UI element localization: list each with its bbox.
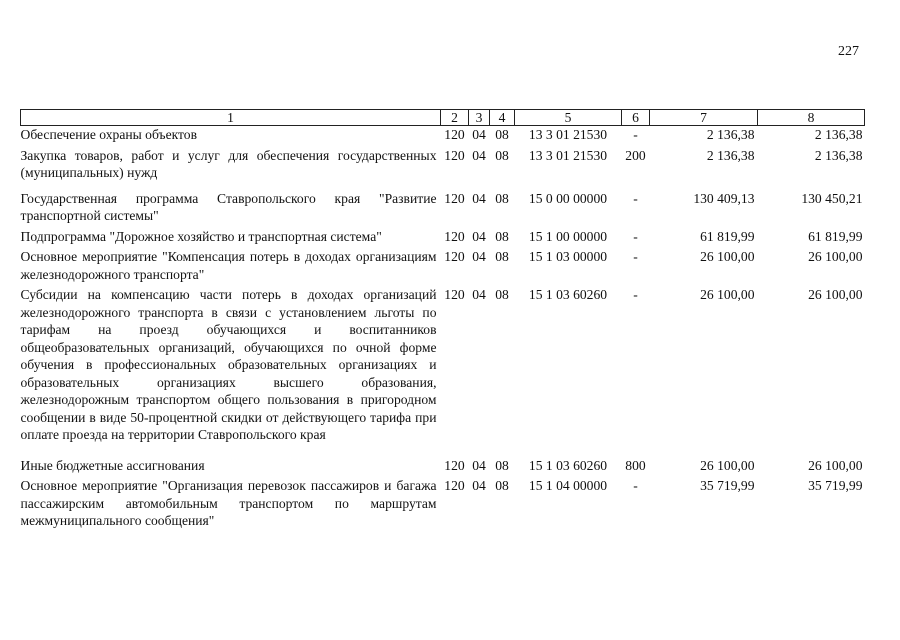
cell-col4: 08 bbox=[495, 127, 509, 142]
cell-col2: 120 bbox=[444, 190, 465, 206]
cell-col2: 120 bbox=[444, 127, 465, 142]
cell-col3: 04 bbox=[472, 190, 486, 206]
cell-col5: 15 1 03 00000 bbox=[528, 249, 608, 264]
cell-col8: 2 136,38 bbox=[814, 127, 863, 142]
column-header: 5 bbox=[515, 110, 622, 126]
cell-col2: 120 bbox=[444, 478, 465, 493]
row-name: Субсидии на компенсацию части потерь в доходах организаций железнодорожного транспорта в связи с установлением льготы по тарифам на проезд обучающихся и воспитанников общеобразовательных организаций, обучающихся по очной форме обучения в профессиональных образовательных организациях и образовательных организациях высшего образования, железнодорожным транспортом общего пользования в пригородном сообщении в виде 50-процентной скидки от действующего тарифа при оплате проезда на территории Ставропольского края bbox=[20, 287, 437, 442]
cell-col6: 200 bbox=[625, 147, 646, 163]
column-header: 7 bbox=[650, 110, 758, 126]
cell-col3: 04 bbox=[472, 478, 486, 493]
cell-col8: 26 100,00 bbox=[808, 287, 863, 302]
table-row bbox=[21, 286, 865, 457]
cell-col6: - bbox=[633, 249, 638, 264]
cell-col4: 08 bbox=[495, 249, 509, 264]
cell-col8: 26 100,00 bbox=[808, 457, 863, 473]
cell-col8: 26 100,00 bbox=[808, 249, 863, 264]
cell-col5: 13 3 01 21530 bbox=[528, 147, 608, 163]
table-row bbox=[21, 147, 865, 190]
cell-col7: 26 100,00 bbox=[700, 249, 755, 264]
cell-col4: 08 bbox=[495, 147, 509, 163]
cell-col3: 04 bbox=[472, 287, 486, 302]
cell-col4: 08 bbox=[495, 228, 509, 244]
table-row bbox=[21, 477, 865, 530]
cell-col3: 04 bbox=[472, 147, 486, 163]
page-number: 227 bbox=[838, 44, 859, 59]
cell-col8: 2 136,38 bbox=[814, 147, 863, 163]
cell-col7: 2 136,38 bbox=[706, 127, 755, 142]
cell-col5: 13 3 01 21530 bbox=[528, 127, 608, 142]
row-name: Иные бюджетные ассигнования bbox=[20, 457, 205, 473]
cell-col4: 08 bbox=[495, 478, 509, 493]
row-name: Обеспечение охраны объектов bbox=[20, 127, 198, 142]
cell-col6: 800 bbox=[625, 457, 646, 473]
cell-col6: - bbox=[633, 287, 638, 302]
cell-col3: 04 bbox=[472, 228, 486, 244]
column-header: 2 bbox=[441, 110, 469, 126]
cell-col2: 120 bbox=[444, 228, 465, 244]
column-header: 1 bbox=[21, 110, 441, 126]
table-row bbox=[21, 126, 865, 147]
cell-col5: 15 0 00 00000 bbox=[528, 190, 608, 206]
cell-col2: 120 bbox=[444, 287, 465, 302]
cell-col8: 130 450,21 bbox=[801, 190, 863, 206]
cell-col8: 35 719,99 bbox=[808, 478, 863, 493]
cell-col8: 61 819,99 bbox=[808, 228, 863, 244]
cell-col5: 15 1 03 60260 bbox=[528, 457, 608, 473]
column-header: 6 bbox=[622, 110, 650, 126]
cell-col7: 130 409,13 bbox=[693, 190, 755, 206]
cell-col7: 26 100,00 bbox=[700, 457, 755, 473]
cell-col3: 04 bbox=[472, 127, 486, 142]
budget-table bbox=[20, 109, 865, 530]
column-header: 8 bbox=[758, 110, 865, 126]
cell-col3: 04 bbox=[472, 249, 486, 264]
cell-col7: 61 819,99 bbox=[700, 228, 755, 244]
column-header: 3 bbox=[469, 110, 490, 126]
cell-col7: 35 719,99 bbox=[700, 478, 755, 493]
cell-col5: 15 1 03 60260 bbox=[528, 287, 608, 302]
table-row bbox=[21, 248, 865, 286]
table-row bbox=[21, 228, 865, 249]
cell-col6: - bbox=[633, 190, 638, 206]
cell-col6: - bbox=[633, 228, 638, 244]
cell-col6: - bbox=[633, 127, 638, 142]
table-row bbox=[21, 190, 865, 228]
row-name: Основное мероприятие "Компенсация потерь в доходах организациям железнодорожного транспорта" bbox=[20, 249, 437, 282]
cell-col2: 120 bbox=[444, 249, 465, 264]
cell-col4: 08 bbox=[495, 287, 509, 302]
cell-col4: 08 bbox=[495, 457, 509, 473]
cell-col4: 08 bbox=[495, 190, 509, 206]
cell-col7: 26 100,00 bbox=[700, 287, 755, 302]
cell-col2: 120 bbox=[444, 457, 465, 473]
cell-col5: 15 1 00 00000 bbox=[528, 228, 608, 244]
cell-col7: 2 136,38 bbox=[706, 147, 755, 163]
cell-col6: - bbox=[633, 478, 638, 493]
header-row bbox=[21, 110, 865, 126]
row-name: Закупка товаров, работ и услуг для обеспечения государственных (муниципальных) нужд bbox=[20, 147, 437, 180]
table-row bbox=[21, 457, 865, 478]
cell-col2: 120 bbox=[444, 147, 465, 163]
cell-col3: 04 bbox=[472, 457, 486, 473]
row-name: Подпрограмма "Дорожное хозяйство и транспортная система" bbox=[20, 228, 382, 244]
column-header: 4 bbox=[490, 110, 515, 126]
row-name: Основное мероприятие "Организация перевозок пассажиров и багажа пассажирским автомобильным транспортом по маршрутам межмуниципального сообщения" bbox=[20, 478, 437, 528]
row-name: Государственная программа Ставропольского края "Развитие транспортной системы" bbox=[20, 190, 437, 223]
cell-col5: 15 1 04 00000 bbox=[528, 478, 608, 493]
